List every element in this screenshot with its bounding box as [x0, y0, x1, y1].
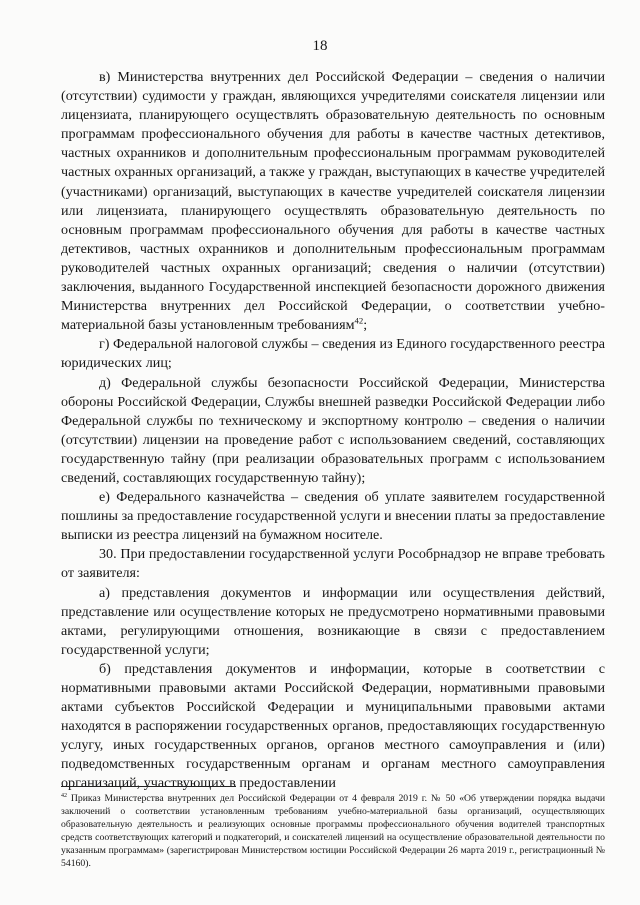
paragraph-v-text: в) Министерства внутренних дел Российской Федерации – сведения о наличии (отсутствии) судимости у граждан, являющихся учредителями соискателя лицензии или лицензиата, планирующего осуществлять образовательную деятельность по основным программам профессионального обучения для работы в качестве частных детективов, частных охранников и дополнительным профессиональным программам руководителей частных охранных организаций, а также у граждан, выступающих в качестве учредителей (участниками) организаций, выступающих в качестве учредителей соискателя лицензии или лицензиата, планирующего осуществлять образовательную деятельность по основным программам профессионального обучения для работы в качестве частных детективов, частных охранников и дополнительным профессиональным программам руководителей частных охранных организаций; сведения о наличии (отсутствии) заключения, выданного Государственной инспекцией безопасности дорожного движения Министерства внутренних дел Российской Федерации, о соответствии учебно-материальной базы установленным требованиям	[61, 69, 605, 334]
footnote	[61, 793, 605, 870]
paragraph-e: е) Федерального казначейства – сведения об уплате заявителем государственной пошлины за предоставление государственной услуги и внесении платы за предоставление выписки из реестра лицензий на бумажном носителе.	[61, 489, 605, 544]
paragraph-30: 30. При предоставлении государственной услуги Рособрнадзор не вправе требовать от заявителя:	[61, 546, 605, 582]
paragraph-v	[61, 68, 605, 335]
footnote-reference[interactable]: 42	[354, 315, 364, 326]
footnote-text: Приказ Министерства внутренних дел Российской Федерации от 4 февраля 2019 г. № 50 «Об утверждении порядка выдачи заключений о соответствии установленным требованиям учебно-материальной базы организаций, осуществляющих образовательную деятельность и реализующих основные программы профессионального обучения водителей транспортных средств соответствующих категорий и подкатегорий, и соискателей лицензий на осуществление образовательной деятельности по указанным программам» (зарегистрирован Министерством юстиции Российской Федерации 26 марта 2019 г., регистрационный № 54160).	[61, 793, 605, 869]
footnote-marker: 42	[61, 792, 67, 799]
paragraph-b: б) представления документов и информации, которые в соответствии с нормативными правовыми актами Российской Федерации, нормативными правовыми актами субъектов Российской Федерации и муниципальными правовыми актами находятся в распоряжении государственных органов, предоставляющих государственную услугу, иных государственных органов, органов местного самоуправления и (или) подведомственных государственным органам и органам местного самоуправления организаций, участвующих в предоставлении	[61, 660, 605, 792]
footnote-separator	[61, 786, 236, 787]
paragraph-a: а) представления документов и информации или осуществления действий, представление или осуществление которых не предусмотрено нормативными правовыми актами, регулирующими отношения, возникающие в связи с предоставлением государственной услуги;	[61, 584, 605, 658]
paragraph-d: д) Федеральной службы безопасности Российской Федерации, Министерства обороны Российской Федерации, Службы внешней разведки Российской Федерации либо Федеральной службы по техническому и экспортному контролю – сведения о наличии (отсутствии) лицензии на проведение работ с использованием сведений, составляющих государственную тайну (при реализации образовательных программ с использованием сведений, составляющих государственную тайну);	[61, 374, 605, 486]
page-number: 18	[312, 38, 328, 54]
paragraph-v-tail: ;	[363, 317, 368, 334]
footnote-42	[61, 793, 605, 870]
document-body	[61, 68, 605, 794]
paragraph-g: г) Федеральной налоговой службы – сведения из Единого государственного реестра юридических лиц;	[61, 336, 605, 372]
